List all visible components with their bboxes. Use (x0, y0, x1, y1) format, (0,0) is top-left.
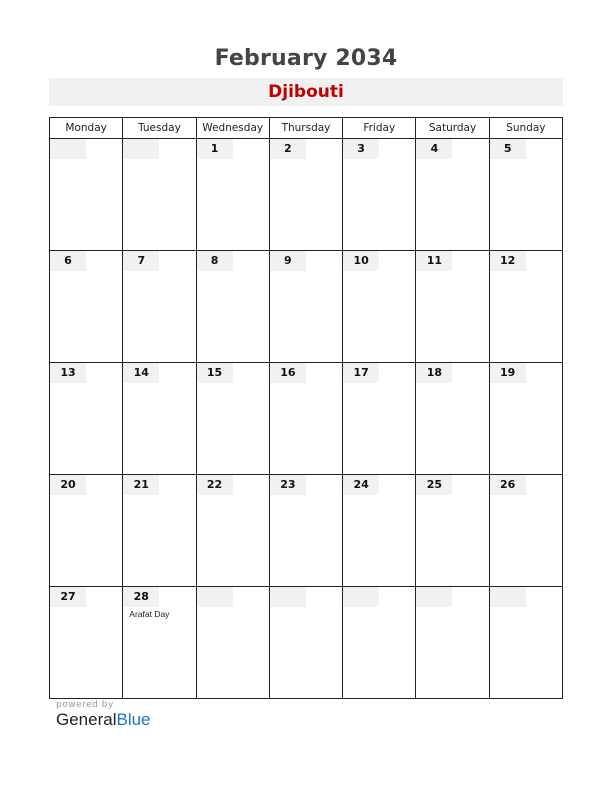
day-number: 27 (50, 587, 86, 607)
day-cell (196, 251, 269, 363)
day-cell (196, 587, 269, 699)
day-cell (196, 363, 269, 475)
day-cell (50, 587, 123, 699)
day-cell (489, 587, 562, 699)
day-number (416, 587, 452, 607)
day-number: 1 (197, 139, 233, 159)
day-cell (343, 139, 416, 251)
week-row (50, 363, 563, 475)
weekday-monday: Monday (50, 118, 123, 139)
footer (56, 700, 151, 730)
weekday-header-row (50, 118, 563, 139)
day-number: 26 (490, 475, 526, 495)
day-cell (269, 475, 342, 587)
day-number: 25 (416, 475, 452, 495)
day-cell (50, 475, 123, 587)
week-row (50, 139, 563, 251)
day-number: 23 (270, 475, 306, 495)
day-cell (489, 139, 562, 251)
day-cell (123, 251, 196, 363)
day-cell (489, 363, 562, 475)
day-number: 20 (50, 475, 86, 495)
weekday-friday: Friday (343, 118, 416, 139)
day-number: 18 (416, 363, 452, 383)
day-number: 5 (490, 139, 526, 159)
day-cell (123, 363, 196, 475)
day-number: 8 (197, 251, 233, 271)
day-number: 28 (123, 587, 159, 607)
day-number (197, 587, 233, 607)
weekday-thursday: Thursday (269, 118, 342, 139)
day-cell (416, 587, 489, 699)
day-number: 11 (416, 251, 452, 271)
day-cell (269, 363, 342, 475)
day-cell (196, 139, 269, 251)
brand-part-general: General (56, 710, 117, 729)
day-cell (343, 587, 416, 699)
day-cell (343, 363, 416, 475)
day-cell (416, 251, 489, 363)
brand-logo (56, 710, 151, 730)
day-cell (196, 475, 269, 587)
day-number: 4 (416, 139, 452, 159)
day-cell (416, 475, 489, 587)
day-number (343, 587, 379, 607)
day-number: 17 (343, 363, 379, 383)
day-cell (489, 251, 562, 363)
day-cell (416, 363, 489, 475)
weekday-wednesday: Wednesday (196, 118, 269, 139)
day-number: 16 (270, 363, 306, 383)
day-number: 19 (490, 363, 526, 383)
day-cell (269, 587, 342, 699)
weekday-sunday: Sunday (489, 118, 562, 139)
day-number: 24 (343, 475, 379, 495)
day-number: 15 (197, 363, 233, 383)
country-banner (49, 78, 563, 106)
day-number: 9 (270, 251, 306, 271)
day-number: 22 (197, 475, 233, 495)
holiday-label: Arafat Day (129, 609, 170, 619)
week-row (50, 475, 563, 587)
day-number: 2 (270, 139, 306, 159)
day-number (490, 587, 526, 607)
weekday-saturday: Saturday (416, 118, 489, 139)
day-cell (343, 475, 416, 587)
day-number: 6 (50, 251, 86, 271)
day-cell (123, 139, 196, 251)
day-cell (50, 251, 123, 363)
day-number: 12 (490, 251, 526, 271)
day-cell (489, 475, 562, 587)
day-number: 10 (343, 251, 379, 271)
day-cell (416, 139, 489, 251)
powered-by-text: powered by (56, 700, 114, 710)
day-number: 3 (343, 139, 379, 159)
day-number (50, 139, 86, 159)
day-cell (269, 139, 342, 251)
day-number: 14 (123, 363, 159, 383)
page-title: February 2034 (214, 46, 398, 71)
day-cell (269, 251, 342, 363)
day-cell (50, 363, 123, 475)
country-name: Djibouti (268, 82, 344, 102)
day-number (123, 139, 159, 159)
day-number: 7 (123, 251, 159, 271)
calendar-body (50, 139, 563, 699)
day-number: 13 (50, 363, 86, 383)
day-cell (343, 251, 416, 363)
weekday-tuesday: Tuesday (123, 118, 196, 139)
day-cell (123, 587, 196, 699)
brand-part-blue: Blue (116, 710, 151, 729)
day-cell (123, 475, 196, 587)
week-row (50, 587, 563, 699)
calendar-grid (49, 117, 563, 699)
week-row (50, 251, 563, 363)
day-number: 21 (123, 475, 159, 495)
day-cell (50, 139, 123, 251)
day-number (270, 587, 306, 607)
